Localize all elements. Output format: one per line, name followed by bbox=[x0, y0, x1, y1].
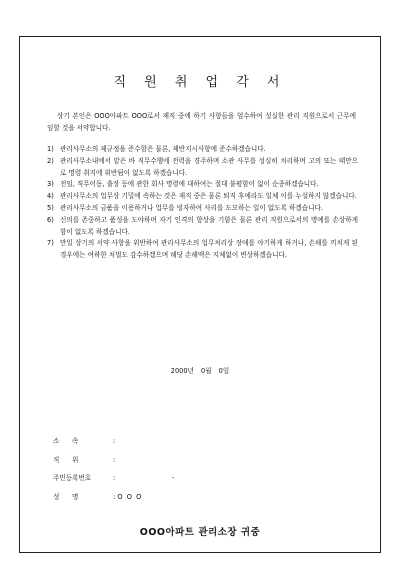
field-label: 주민등록번호 bbox=[53, 474, 92, 482]
field-label: 직 위 bbox=[53, 455, 79, 464]
clause-number: 2) bbox=[47, 156, 54, 165]
document-title: 직 원 취 업 각 서 bbox=[113, 75, 287, 90]
field-label: 소 속 bbox=[53, 437, 79, 445]
field-position bbox=[53, 451, 174, 470]
clause-number: 3) bbox=[47, 180, 54, 189]
pledge-document bbox=[19, 36, 381, 553]
clause-number: 4) bbox=[47, 192, 54, 201]
field-value: : - bbox=[113, 474, 175, 482]
intro-paragraph: 상기 본인은 OOO아파트 OOO로서 재직 중에 하기 사항들을 엄수하여 성실한 관리 직원으로서 근무에 임할 것을 서약합니다. bbox=[47, 112, 356, 132]
clause-item bbox=[47, 238, 358, 262]
clause-item bbox=[47, 179, 358, 191]
field-affiliation bbox=[53, 432, 174, 451]
signer-fields bbox=[53, 432, 174, 506]
clause-text: 관리사무소의 업무상 기밀에 속하는 것은 재직 중은 물론 퇴직 후에라도 일체 이를 누설하지 않겠습니다. bbox=[60, 192, 357, 201]
field-value: : O O O bbox=[113, 492, 142, 501]
field-name bbox=[53, 488, 174, 507]
clause-text: 관리사무소의 금품을 이용하거나 업무를 빙자하여 사리를 도모하는 일이 없도록 하겠습니다. bbox=[60, 203, 324, 212]
clause-item bbox=[47, 215, 358, 239]
clause-item bbox=[47, 191, 358, 203]
field-label: 성 명 bbox=[53, 492, 79, 501]
clause-text: 만일 상기의 서약 사항을 위반하여 관리사무소의 업무처리상 장애를 야기하게 하거나, 손해를 끼치게 된 경우에는 여하한 처벌도 감수하겠으며 해당 손해액은 지체없이 변상하겠습니다. bbox=[60, 239, 358, 260]
addressee-line: OOO아파트 관리소장 귀중 bbox=[139, 527, 261, 538]
clause-item bbox=[47, 203, 358, 215]
clause-text: 신의를 존중하고 품성을 도야하며 자기 인격의 향상을 기함은 물론 관리 직원으로서의 명예를 손상하게 함이 없도록 하겠습니다. bbox=[60, 215, 358, 236]
clause-item bbox=[47, 144, 358, 156]
field-resident-number bbox=[53, 469, 174, 488]
clause-text: 관리사무소내에서 맡은 바 직무수행에 전력을 경주하며 소관 사무를 성실히 처리하며 고의 또는 태만으로 명령 취지에 위반됨이 없도록 하겠습니다. bbox=[60, 156, 358, 177]
clause-text: 전임, 직무이동, 출장 등에 관한 회사 명령에 대하여는 절대 불평함이 없이 순종하겠습니다. bbox=[60, 180, 319, 189]
clause-text: 관리사무소의 제규정을 준수함은 물론, 제반지시사항에 준수하겠습니다. bbox=[60, 145, 266, 153]
clause-item bbox=[47, 156, 358, 180]
field-value: : bbox=[113, 455, 116, 464]
clause-number: 5) bbox=[47, 203, 54, 212]
clause-number: 7) bbox=[47, 239, 54, 248]
clause-number: 6) bbox=[47, 215, 54, 224]
clause-number: 1) bbox=[47, 145, 54, 153]
clause-list bbox=[47, 144, 358, 262]
document-date: 2000년 0월 0일 bbox=[170, 367, 230, 375]
field-value: : bbox=[113, 437, 116, 445]
